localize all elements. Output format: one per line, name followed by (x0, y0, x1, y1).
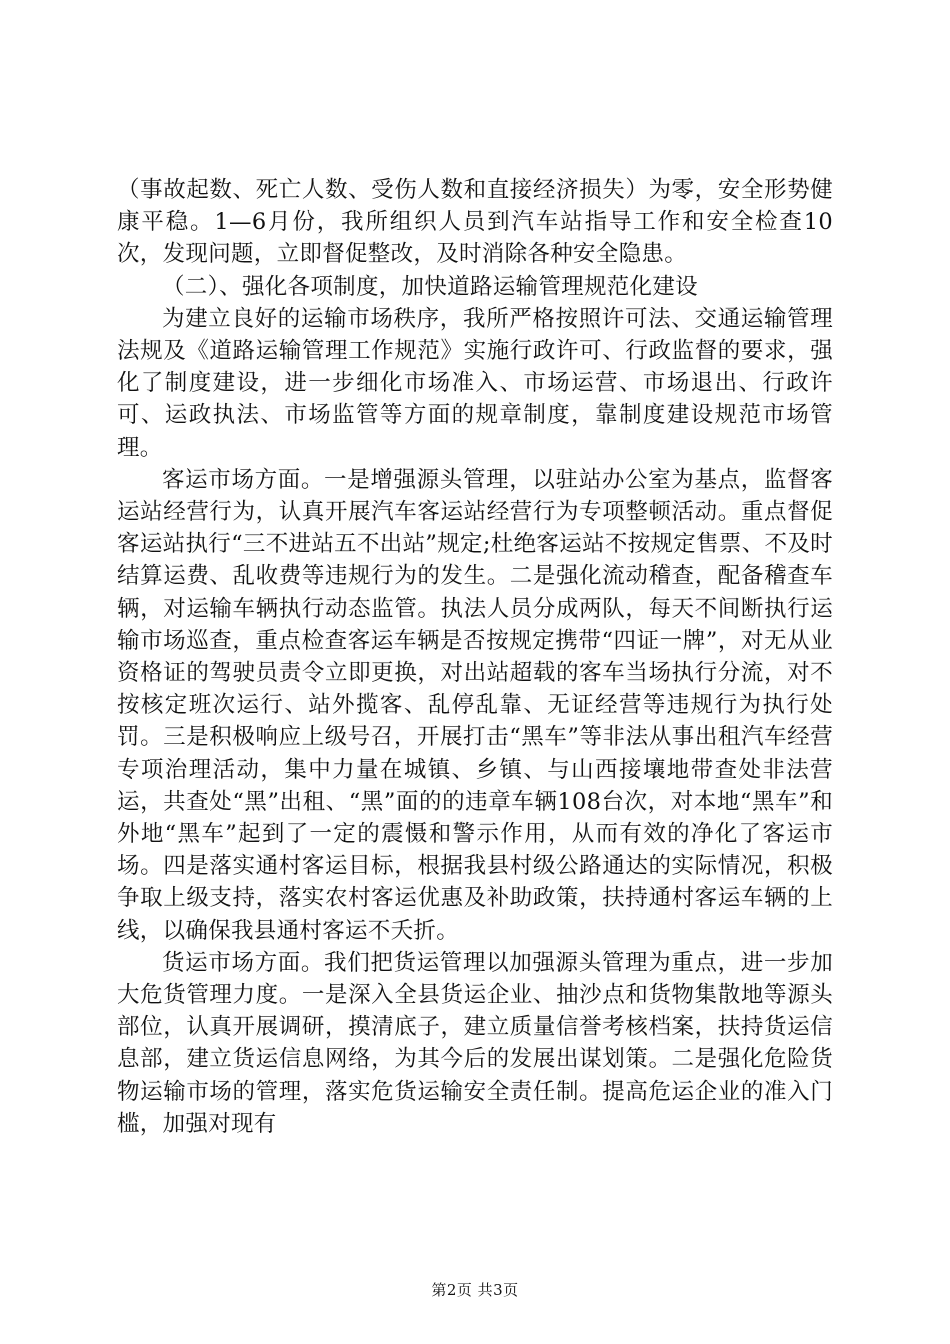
paragraph-market-order: 为建立良好的运输市场秩序，我所严格按照许可法、交通运输管理法规及《道路运输管理工作规范》实施行政许可、行政监督的要求，强化了制度建设，进一步细化市场准入、市场运营、市场退出、行政许可、运政执法、市场监管等方面的规章制度，靠制度建设规范市场管理。 (117, 305, 833, 461)
document-body (117, 174, 833, 1140)
page-number-footer: 第2页 共3页 (431, 1281, 519, 1299)
paragraph-freight-market: 货运市场方面。我们把货运管理以加强源头管理为重点，进一步加大危货管理力度。一是深入全县货运企业、抽沙点和货物集散地等源头部位，认真开展调研，摸清底子，建立质量信誉考核档案，扶持货运信息部，建立货运信息网络，为其今后的发展出谋划策。二是强化危险货物运输市场的管理，落实危货运输安全责任制。提高危运企业的准入门槛，加强对现有 (117, 949, 833, 1137)
paragraph-passenger-market: 客运市场方面。一是增强源头管理，以驻站办公室为基点，监督客运站经营行为，认真开展汽车客运站经营行为专项整顿活动。重点督促客运站执行“三不进站五不出站”规定;杜绝客运站不按规定售票、不及时结算运费、乱收费等违规行为的发生。二是强化流动稽查，配备稽查车辆，对运输车辆执行动态监管。执法人员分成两队，每天不间断执行运输市场巡查，重点检查客运车辆是否按规定携带“四证一牌”，对无从业资格证的驾驶员责令立即更换，对出站超载的客车当场执行分流，对不按核定班次运行、站外揽客、乱停乱靠、无证经营等违规行为执行处罚。三是积极响应上级号召，开展打击“黑车”等非法从事出租汽车经营专项治理活动，集中力量在城镇、乡镇、与山西接壤地带查处非法营运，共查处“黑”出租、“黑”面的的违章车辆108台次，对本地“黑车”和外地“黑车”起到了一定的震慑和警示作用，从而有效的净化了客运市场。四是落实通村客运目标，根据我县村级公路通达的实际情况，积极争取上级支持，落实农村客运优惠及补助政策，扶持通村客运车辆的上线，以确保我县通村客运不夭折。 (117, 466, 833, 944)
section-heading-regulations: （二）、强化各项制度，加快道路运输管理规范化建设 (162, 273, 698, 300)
paragraph-safety-summary: （事故起数、死亡人数、受伤人数和直接经济损失）为零，安全形势健康平稳。1—6月份，我所组织人员到汽车站指导工作和安全检查10次，发现问题，立即督促整改，及时消除各种安全隐患。 (117, 177, 833, 268)
